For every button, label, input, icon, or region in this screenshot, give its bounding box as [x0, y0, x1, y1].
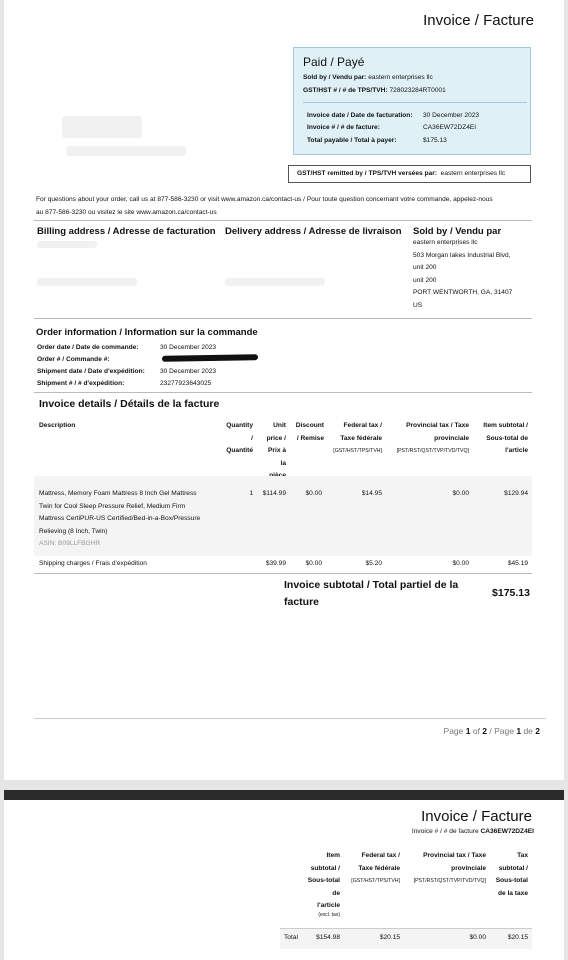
header-text: subtotal /: [498, 864, 528, 872]
header-text: Unit: [273, 422, 286, 429]
header-text: Item subtotal /: [483, 422, 528, 429]
header-subtext: [GST/HST/TPS/TVH]: [333, 448, 382, 454]
questions-line-2: au 877-586-3230 ou visitez le site www.amazon.ca/contact-us: [36, 209, 217, 216]
shipping-label: Shipping charges / Frais d'expédition: [39, 560, 147, 567]
shipping-unit-price: $39.99: [265, 560, 286, 567]
header-text: Sous-total de: [486, 434, 528, 442]
total-provincial-tax: $0.00: [469, 934, 486, 941]
description-line: Twin for Cool Sleep Pressure Relief, Medium Firm: [39, 502, 186, 510]
address-line: PORT WENTWORTH, GA, 31407: [413, 289, 513, 296]
header-text: Taxe fédérale: [358, 864, 400, 872]
address-line: unit 200: [413, 264, 437, 271]
page-number: 1: [465, 726, 471, 736]
header-text: Provincial tax / Taxe: [406, 422, 469, 429]
header-text: l'article: [505, 447, 528, 454]
header-text: de: [332, 889, 340, 897]
page-text: Page: [443, 726, 466, 736]
page-number: 2: [535, 726, 540, 736]
header-text: Federal tax /: [343, 422, 382, 429]
divider: [303, 102, 527, 103]
col-unit-price: [259, 420, 286, 483]
item-unit-price: $114.99: [262, 490, 286, 497]
header-text: la: [280, 459, 286, 467]
description-line: Mattress CertiPUR-US Certified/Bed-in-a-Box/Pressure: [39, 515, 201, 522]
paid-summary-box: [293, 47, 531, 155]
sold-by-address: [413, 237, 512, 312]
page-text: de: [521, 726, 536, 736]
order-info-values: [160, 342, 216, 390]
col-item-subtotal: [472, 420, 528, 458]
shipment-number-value: 23277923643025: [160, 380, 212, 387]
header-text: Discount: [295, 422, 324, 429]
invoice-number-label: Invoice # / # de facture: [411, 828, 479, 835]
invoice-number-line: [412, 828, 534, 835]
shipping-provincial-tax: $0.00: [452, 560, 469, 567]
invoice-subtotal-value: $175.13: [492, 587, 530, 599]
invoice-date-value: 30 December 2023: [423, 112, 480, 119]
shipment-number-label: Shipment # / # d'expédition:: [37, 380, 125, 387]
header-text: Item: [326, 852, 340, 859]
header-text: l'article: [317, 902, 340, 909]
divider: [34, 573, 532, 574]
invoice-title: Invoice / Facture: [423, 12, 534, 29]
header-text: provinciale: [434, 434, 469, 442]
order-info-labels: [37, 342, 145, 390]
divider: [34, 718, 546, 719]
header-subtext: [PST/RST/QST/TVP/TVD/TVQ]: [396, 448, 469, 454]
invoice-number-value: CA36EW72DZ4EI: [423, 124, 477, 131]
shipping-subtotal: $45.19: [507, 560, 528, 567]
header-subtext: [GST/HST/TPS/TVH]: [351, 878, 400, 884]
header-subtext: (excl. tax): [318, 912, 340, 918]
questions-line-1: For questions about your order, call us at 877-586-3230 or visit www.amazon.ca/contact-us / Pour toute question concernant votre commande, appelez-nous: [36, 196, 493, 203]
page-number: 1: [516, 726, 522, 736]
header-text: Quantity: [226, 422, 253, 429]
subtotal-label-line: facture: [284, 596, 320, 608]
questions-note: [36, 193, 536, 219]
total-item-subtotal: $154.98: [316, 934, 340, 941]
sold-by-label: Sold by / Vendu par:: [303, 74, 367, 81]
gst-label: GST/HST # / # de TPS/TVH:: [303, 87, 388, 94]
order-number-label: Order # / Commande #:: [37, 356, 110, 363]
invoice-number-label: Invoice # / # de facture:: [307, 124, 380, 131]
divider: [34, 220, 532, 221]
header-text: Tax: [517, 852, 528, 859]
blurred-text: [66, 146, 186, 156]
invoice-details-title: Invoice details / Détails de la facture: [39, 398, 220, 410]
header-text: Prix à: [268, 447, 286, 454]
shipment-date-value: 30 December 2023: [160, 368, 217, 375]
paid-title: Paid / Payé: [303, 55, 365, 69]
col-description: Description: [39, 422, 76, 429]
invoice-page-1: [4, 0, 564, 780]
shipping-discount: $0.00: [305, 560, 322, 567]
blurred-billing: [37, 241, 97, 248]
total-tax-subtotal: $20.15: [507, 934, 528, 941]
gst-value: 728023284RT0001: [389, 87, 446, 94]
col-discount: [290, 420, 324, 445]
address-line: 503 Morgan lakes Industrial Blvd,: [413, 251, 511, 259]
shipping-federal-tax: $5.20: [365, 560, 382, 567]
item-subtotal: $129.94: [504, 490, 528, 497]
col-provincial-tax: [404, 850, 486, 888]
order-date-value: 30 December 2023: [160, 344, 217, 351]
blurred-billing: [37, 278, 137, 286]
header-text: Sous-total: [307, 877, 340, 884]
header-text: /: [251, 434, 253, 442]
header-text: Quantité: [226, 447, 253, 454]
pagination: [444, 726, 540, 736]
header-subtext: [PST/RST/QST/TVP/TVD/TVQ]: [413, 878, 486, 884]
header-text: Taxe fédérale: [340, 434, 382, 442]
invoice-subtotal-label: [284, 577, 458, 611]
header-text: provinciale: [451, 864, 486, 872]
header-text: de la taxe: [497, 889, 528, 897]
header-text: Sous-total: [495, 877, 528, 884]
header-text: subtotal /: [310, 864, 340, 872]
page-text: of: [470, 726, 483, 736]
total-federal-tax: $20.15: [379, 934, 400, 941]
order-info-title: Order information / Information sur la commande: [36, 327, 258, 338]
header-text: Federal tax /: [361, 852, 400, 859]
total-payable-value: $175.13: [423, 137, 447, 144]
header-text: / Remise: [296, 434, 324, 442]
order-date-label: Order date / Date de commande:: [37, 344, 139, 351]
total-payable-label: Total payable / Total à payer:: [307, 137, 397, 144]
address-line: US: [413, 301, 423, 309]
col-provincial-tax: [387, 420, 469, 458]
sold-by-value: eastern enterprises llc: [368, 74, 433, 81]
invoice-page-2: [4, 790, 564, 960]
header-text: Provincial tax / Taxe: [423, 852, 486, 859]
item-provincial-tax: $0.00: [452, 490, 469, 497]
divider: [34, 392, 532, 393]
col-tax-subtotal: [490, 850, 528, 900]
item-quantity: 1: [249, 490, 253, 497]
billing-address-title: Billing address / Adresse de facturation: [37, 226, 216, 237]
gst-remitted-box: [288, 165, 531, 183]
address-line: eastern enterprises llc: [413, 239, 478, 246]
invoice-date-label: Invoice date / Date de facturation:: [307, 112, 413, 119]
shipment-date-label: Shipment date / Date d'expédition:: [37, 368, 145, 375]
gst-remitted-value: eastern enterprises llc: [440, 170, 506, 177]
col-federal-tax: [324, 420, 382, 458]
item-description: [39, 488, 200, 551]
item-asin: ASIN: B09LLFBGHR: [39, 540, 101, 547]
address-line: unit 200: [413, 276, 437, 284]
col-item-subtotal: [300, 850, 340, 913]
page-number: 2: [482, 726, 488, 736]
col-quantity: [216, 420, 253, 458]
col-federal-tax: [344, 850, 400, 888]
subtotal-label-line: Invoice subtotal / Total partiel de la: [284, 579, 459, 591]
delivery-address-title: Delivery address / Adresse de livraison: [225, 226, 402, 237]
divider: [34, 318, 532, 319]
header-text: price /: [266, 434, 286, 442]
blurred-delivery: [225, 278, 325, 286]
blurred-logo: [62, 116, 142, 138]
item-discount: $0.00: [305, 490, 322, 497]
description-line: Relieving (8 Inch, Twin): [39, 527, 108, 535]
invoice-title-page-2: Invoice / Facture: [421, 808, 532, 825]
total-label: Total: [284, 934, 298, 941]
item-federal-tax: $14.95: [361, 490, 382, 497]
page-text: / Page: [487, 726, 517, 736]
sold-by-title: Sold by / Vendu par: [413, 226, 502, 237]
gst-remitted-label: GST/HST remitted by / TPS/TVH versées par:: [297, 170, 437, 177]
invoice-number-value: CA36EW72DZ4EI: [480, 828, 534, 835]
description-line: Mattress, Memory Foam Mattress 8 Inch Gel Mattress: [39, 490, 197, 497]
redacted-order-number: [162, 354, 258, 362]
